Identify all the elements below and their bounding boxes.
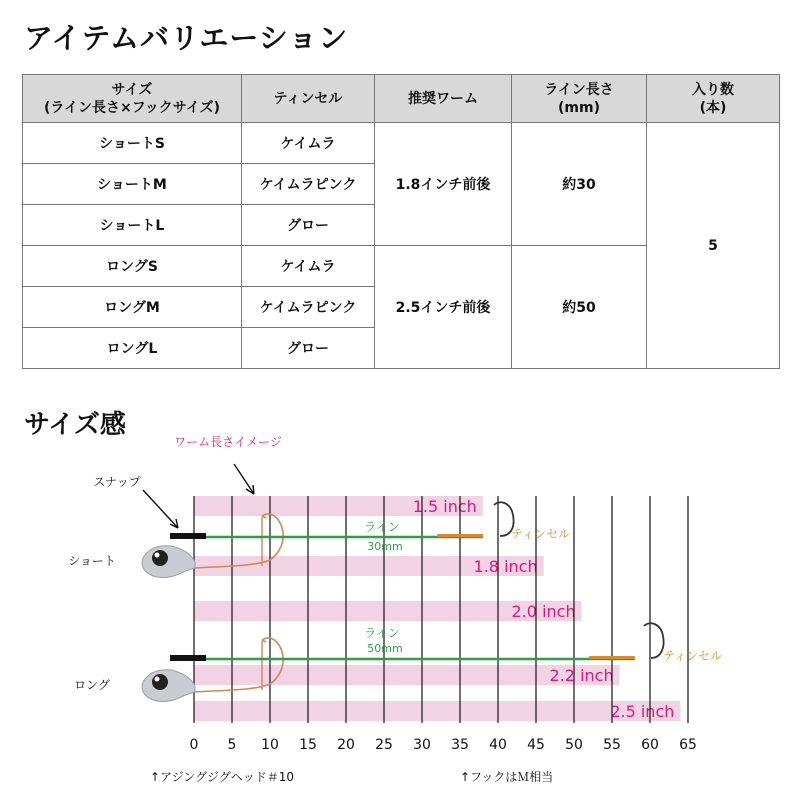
- x-tick-label: 50: [565, 737, 583, 753]
- variation-table: [22, 74, 780, 369]
- long-tinsel-label: ティンセル: [663, 649, 723, 663]
- arrow-head-icon: [246, 485, 254, 494]
- x-tick-label: 55: [603, 737, 621, 753]
- long-end-hook-icon: [644, 623, 664, 658]
- tinsel-cell: グロー: [242, 328, 375, 369]
- worm-length-bar: [194, 701, 680, 721]
- size-cell: ショートL: [23, 205, 242, 246]
- tinsel-cell: グロー: [242, 205, 375, 246]
- x-tick-label: 0: [189, 737, 199, 753]
- header-line-main: ライン長さ: [544, 81, 614, 98]
- header-line-length: [512, 75, 647, 123]
- x-tick-label: 20: [337, 737, 355, 753]
- worm-length-label: 2.5 inch: [610, 702, 675, 721]
- header-size: [23, 75, 242, 123]
- worm-cell-long: 2.5インチ前後: [375, 246, 512, 369]
- header-count-main: 入り数: [692, 81, 734, 98]
- x-tick-label: 10: [261, 737, 279, 753]
- variation-title: アイテムバリエーション: [24, 21, 349, 55]
- x-tick-label: 15: [299, 737, 317, 753]
- tinsel-cell: ケイムラ: [242, 246, 375, 287]
- short-line-label: ライン: [364, 520, 400, 534]
- short-tinsel-label: ティンセル: [511, 527, 571, 541]
- snap-arrow: [143, 490, 178, 528]
- short-line-length: 30mm: [367, 540, 403, 553]
- line-cell-long: 約50: [512, 246, 647, 369]
- long-label: ロング: [74, 678, 110, 692]
- short-label: ショート: [68, 554, 116, 568]
- x-tick-label: 65: [679, 737, 697, 753]
- worm-image-label: ワーム長さイメージ: [174, 435, 282, 449]
- header-worm: 推奨ワーム: [375, 75, 512, 123]
- jighead-caption: ↑アジングジグヘッド＃10: [150, 770, 295, 784]
- hook-caption: ↑フックはＭ相当: [460, 770, 554, 784]
- size-section-title: サイズ感: [24, 410, 126, 440]
- worm-length-label: 2.0 inch: [511, 602, 576, 621]
- line-cell-short: 約30: [512, 123, 647, 246]
- x-tick-label: 35: [451, 737, 469, 753]
- short-tinsel: [437, 534, 483, 537]
- header-count-unit: (本): [699, 99, 727, 116]
- x-tick-label: 25: [375, 737, 393, 753]
- table-row: [23, 123, 780, 164]
- worm-length-label: 1.8 inch: [473, 557, 538, 576]
- worm-label-arrow: [234, 464, 254, 494]
- long-tinsel: [589, 656, 635, 659]
- tinsel-cell: ケイムラピンク: [242, 287, 375, 328]
- size-cell: ロングS: [23, 246, 242, 287]
- worm-length-label: 1.5 inch: [412, 497, 477, 516]
- size-chart: [0, 430, 800, 800]
- worm-length-label: 2.2 inch: [549, 666, 614, 685]
- x-tick-label: 45: [527, 737, 545, 753]
- long-line-length: 50mm: [367, 642, 403, 655]
- size-cell: ロングL: [23, 328, 242, 369]
- header-count: [647, 75, 780, 123]
- header-line-unit: (mm): [558, 99, 600, 116]
- x-tick-label: 30: [413, 737, 431, 753]
- tinsel-cell: ケイムラ: [242, 123, 375, 164]
- header-size-main: サイズ: [111, 81, 153, 98]
- header-size-sub: (ライン長さ×フックサイズ): [43, 99, 220, 116]
- count-cell: 5: [647, 123, 780, 369]
- x-tick-label: 5: [227, 737, 237, 753]
- size-cell: ショートS: [23, 123, 242, 164]
- header-tinsel: ティンセル: [242, 75, 375, 123]
- long-line-label: ライン: [364, 626, 400, 640]
- snap-label: スナップ: [93, 475, 141, 489]
- worm-cell-short: 1.8インチ前後: [375, 123, 512, 246]
- size-cell: ロングM: [23, 287, 242, 328]
- tinsel-cell: ケイムラピンク: [242, 164, 375, 205]
- x-tick-label: 60: [641, 737, 659, 753]
- size-cell: ショートM: [23, 164, 242, 205]
- x-tick-label: 40: [489, 737, 507, 753]
- table-header-row: [23, 75, 780, 123]
